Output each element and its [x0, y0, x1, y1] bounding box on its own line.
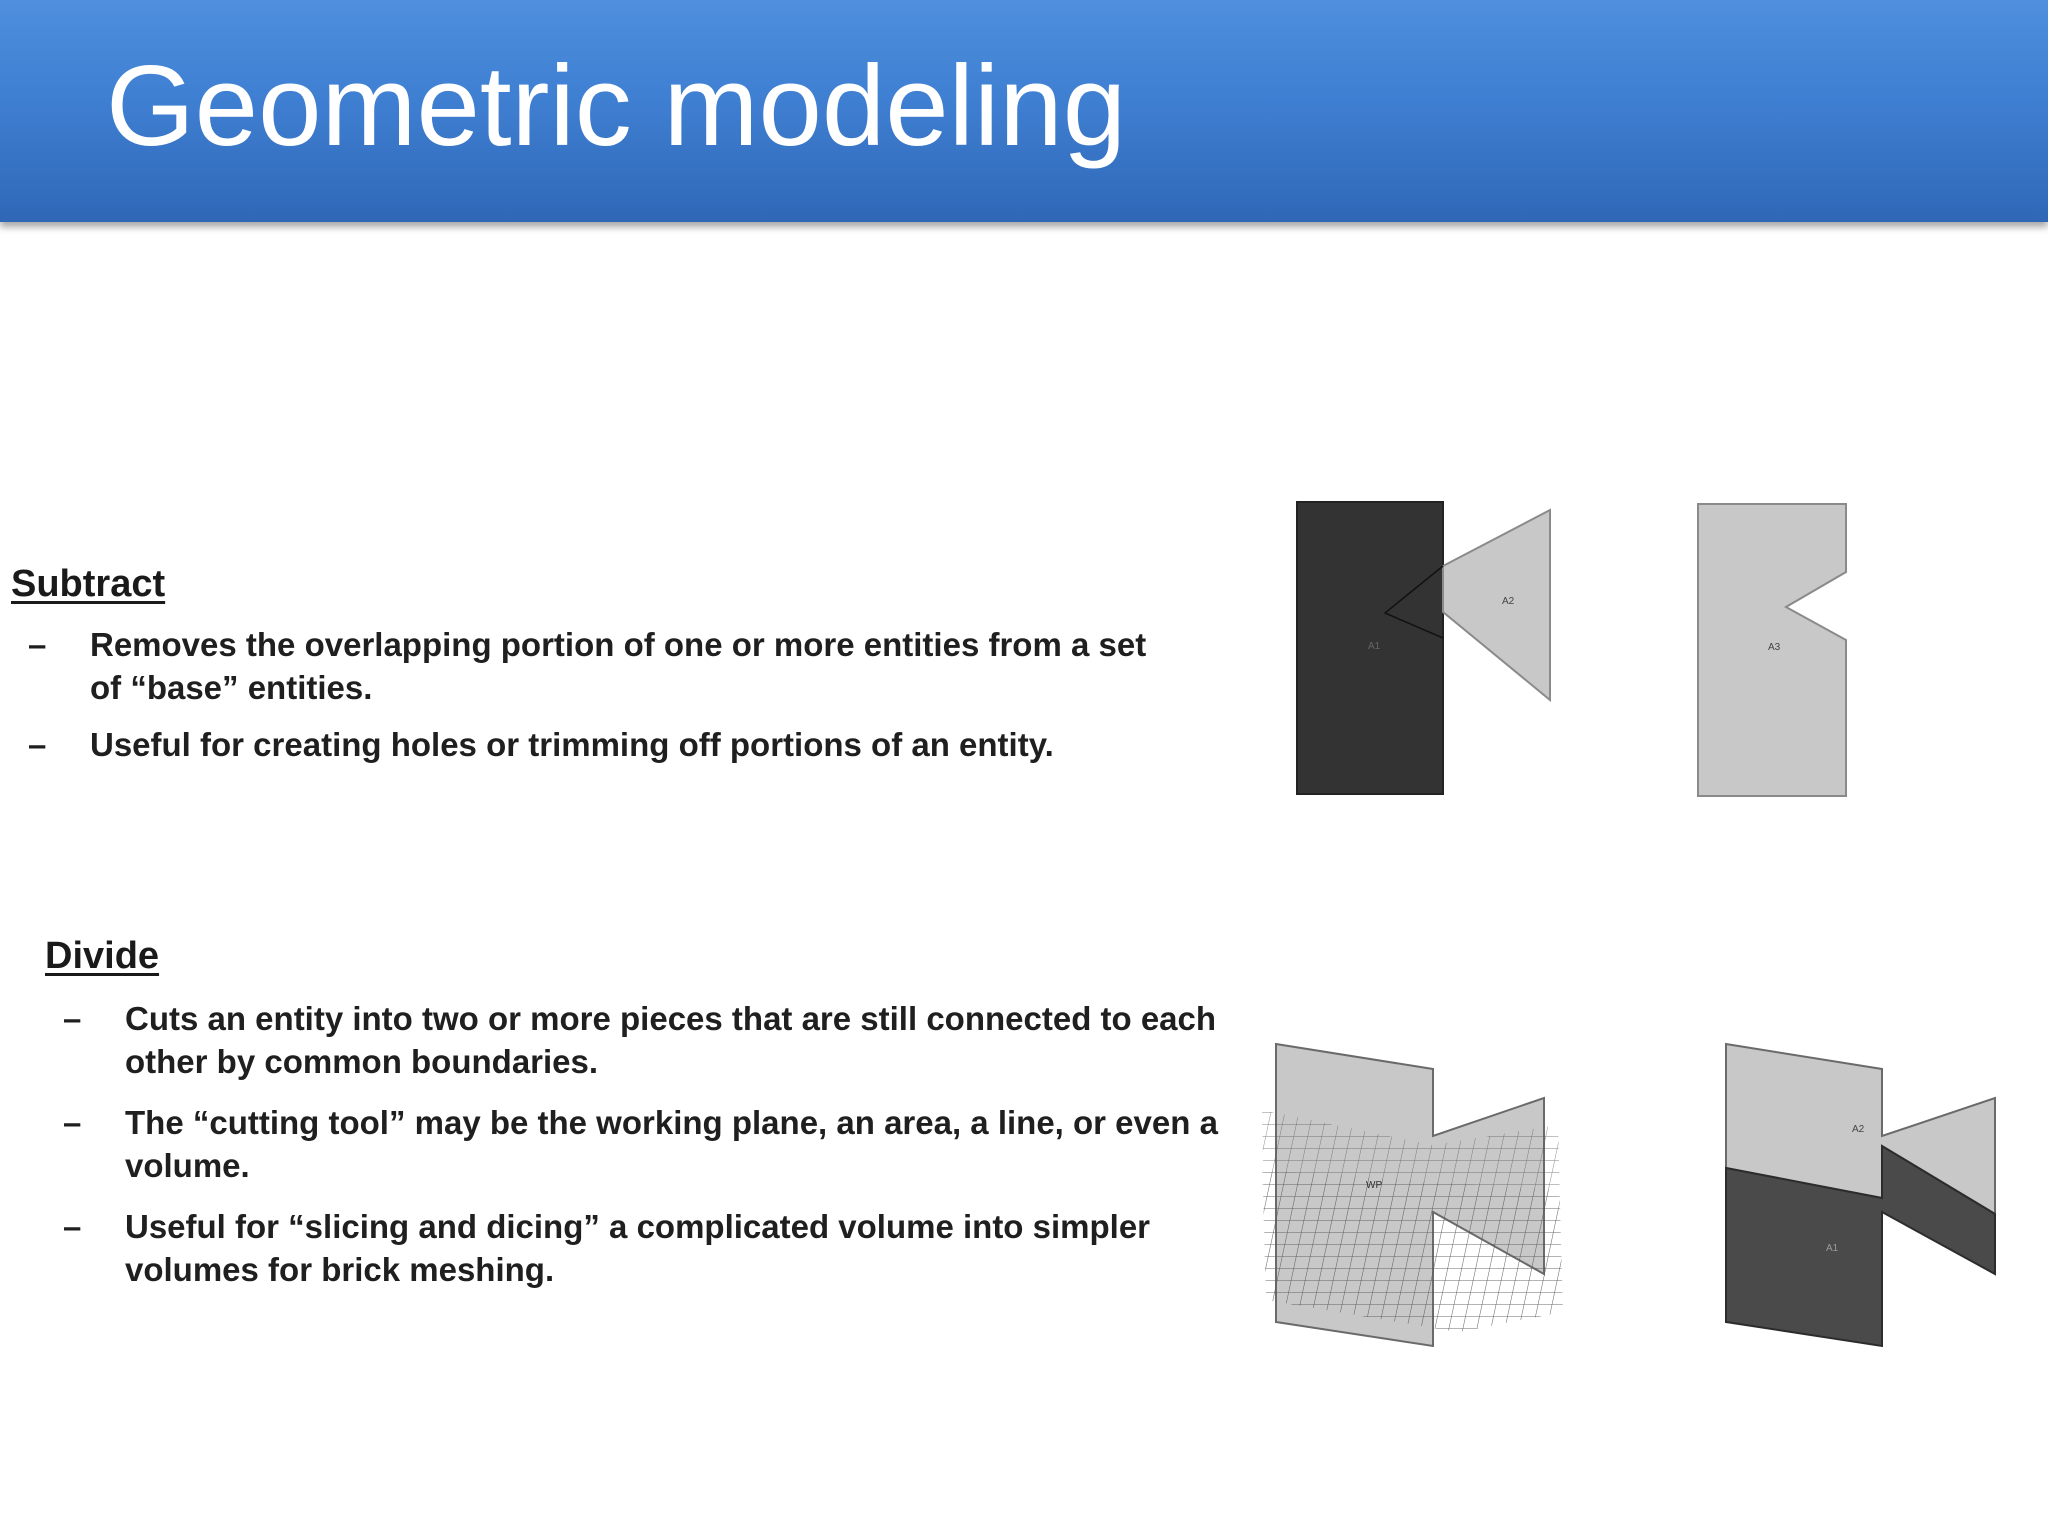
divide-bullet-2-text: The “cutting tool” may be the working plane, an area, a line, or even a volume.: [125, 1104, 1218, 1184]
subtract-heading: Subtract: [11, 563, 166, 605]
subtract-bullet-2-text: Useful for creating holes or trimming off portions of an entity.: [90, 726, 1054, 763]
divide-before-diagram: [1258, 1040, 1570, 1352]
subtracted-area-shape: [1443, 510, 1550, 700]
lower-piece-label: A1: [1826, 1243, 1839, 1254]
working-plane-label: WP: [1366, 1180, 1383, 1191]
bullet-dash: –: [63, 1000, 82, 1037]
subtract-after-diagram: [1694, 500, 1854, 800]
divide-bullet-2: [63, 1101, 1243, 1187]
subtract-bullet-1: [28, 623, 1158, 709]
title-bar: [0, 0, 2048, 222]
subtract-before-diagram: [1290, 498, 1560, 798]
divide-bullet-1-text: Cuts an entity into two or more pieces that are still connected to each other by common boundaries.: [125, 1000, 1217, 1080]
subtract-bullet-list: [28, 623, 1158, 766]
bullet-dash: –: [28, 626, 47, 663]
slide-title: Geometric modeling: [106, 43, 1127, 170]
subtract-bullet-1-text: Removes the overlapping portion of one or more entities from a set of “base” entities.: [90, 626, 1147, 706]
divide-bullet-3-text: Useful for “slicing and dicing” a complicated volume into simpler volumes for brick meshing.: [125, 1208, 1151, 1288]
base-area-label: A1: [1368, 641, 1381, 652]
divide-heading: Divide: [45, 935, 160, 977]
subtracted-area-label: A2: [1502, 596, 1515, 607]
upper-piece-label: A2: [1852, 1124, 1865, 1135]
divide-after-diagram: [1722, 1040, 2002, 1352]
bullet-dash: –: [63, 1208, 82, 1245]
subtract-bullet-2: [28, 723, 1158, 766]
divide-bullet-list: [63, 997, 1243, 1291]
bullet-dash: –: [28, 726, 47, 763]
divide-bullet-3: [63, 1205, 1243, 1291]
bullet-dash: –: [63, 1104, 82, 1141]
divide-bullet-1: [63, 997, 1243, 1083]
result-area-label: A3: [1768, 642, 1781, 653]
